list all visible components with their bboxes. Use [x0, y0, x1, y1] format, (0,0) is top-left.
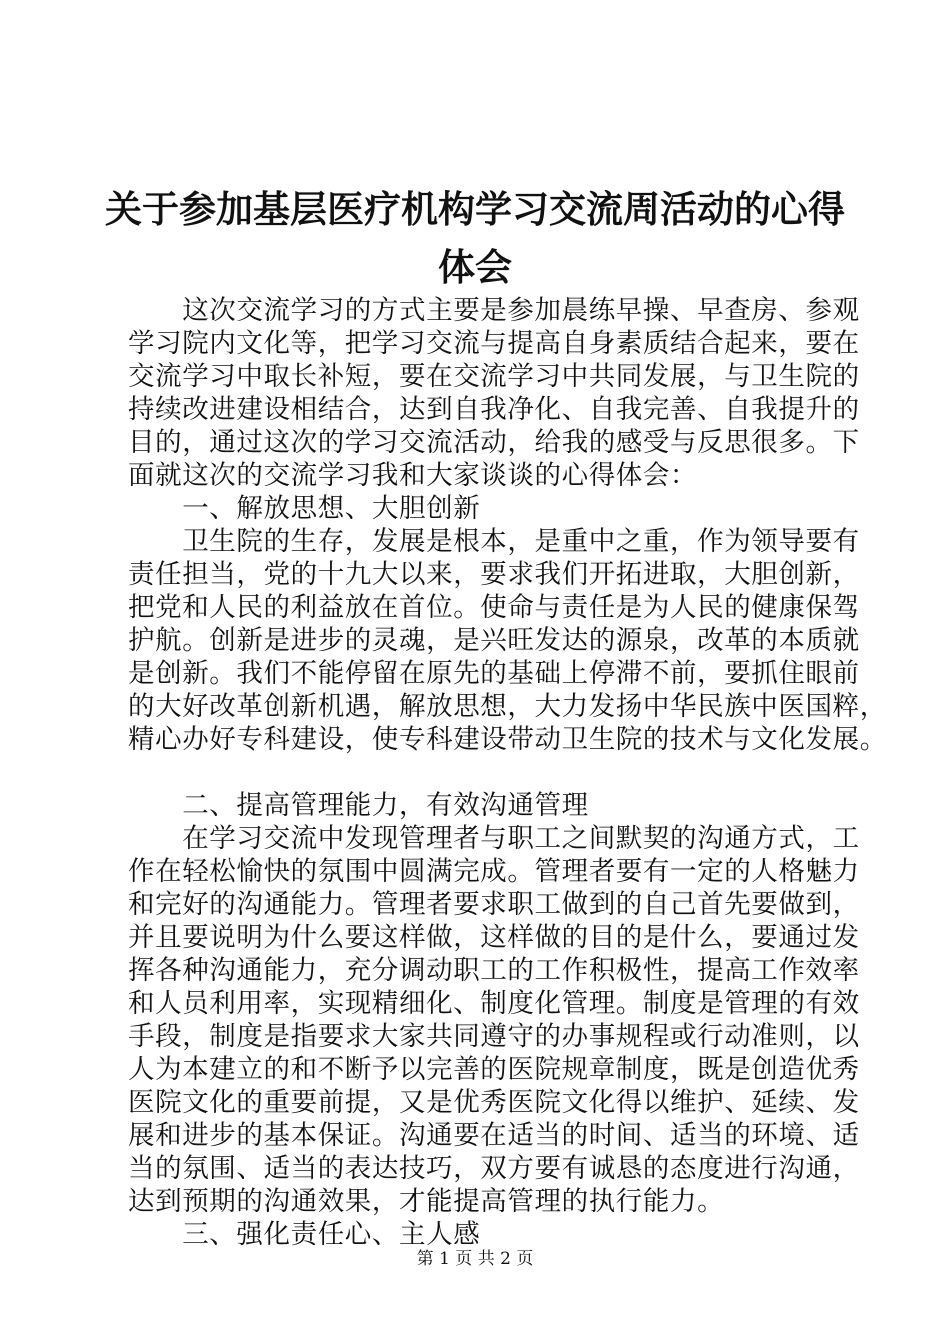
- paragraph-line: 在学习交流中发现管理者与职工之间默契的沟通方式，工: [128, 823, 860, 854]
- paragraph-line: 责任担当，党的十九大以来，要求我们开拓进取，大胆创新，: [128, 559, 860, 590]
- section-heading-3: 三、强化责任心、主人感: [128, 1219, 481, 1250]
- paragraph-line: 学习院内文化等，把学习交流与提高自身素质结合起来，要在: [128, 328, 860, 359]
- paragraph-line: 展和进步的基本保证。沟通要在适当的时间、适当的环境、适: [128, 1120, 860, 1151]
- paragraph-line: 把党和人民的利益放在首位。使命与责任是为人民的健康保驾: [128, 592, 860, 623]
- paragraph-line: 手段，制度是指要求大家共同遵守的办事规程或行动准则，以: [128, 1021, 860, 1052]
- paragraph-line: 挥各种沟通能力，充分调动职工的工作积极性，提高工作效率: [128, 955, 860, 986]
- section-heading-2: 二、提高管理能力，有效沟通管理: [128, 790, 589, 821]
- paragraph-line: 人为本建立的和不断予以完善的医院规章制度，既是创造优秀: [128, 1054, 860, 1085]
- paragraph-line: 交流学习中取长补短，要在交流学习中共同发展，与卫生院的: [128, 361, 860, 392]
- paragraph-line: 持续改进建设相结合，达到自我净化、自我完善、自我提升的: [128, 394, 860, 425]
- paragraph-line: 作在轻松愉快的氛围中圆满完成。管理者要有一定的人格魅力: [128, 856, 860, 887]
- paragraph-line: 面就这次的交流学习我和大家谈谈的心得体会：: [128, 460, 698, 491]
- paragraph-line: 和完好的沟通能力。管理者要求职工做到的自己首先要做到，: [128, 889, 860, 920]
- document-title-line-1: 关于参加基层医疗机构学习交流周活动的心得: [105, 187, 845, 231]
- page-footer: 第 1 页 共 2 页: [416, 1249, 534, 1269]
- paragraph-line: 当的氛围、适当的表达技巧，双方要有诚恳的态度进行沟通，: [128, 1153, 860, 1184]
- paragraph-line: 医院文化的重要前提，又是优秀医院文化得以维护、延续、发: [128, 1087, 860, 1118]
- paragraph-line: 精心办好专科建设，使专科建设带动卫生院的技术与文化发展。: [128, 724, 887, 755]
- paragraph-line: 达到预期的沟通效果，才能提高管理的执行能力。: [128, 1186, 725, 1217]
- paragraph-line: 是创新。我们不能停留在原先的基础上停滞不前，要抓住眼前: [128, 658, 860, 689]
- paragraph-line: 卫生院的生存，发展是根本，是重中之重，作为领导要有: [128, 526, 860, 557]
- paragraph-line: 这次交流学习的方式主要是参加晨练早操、早查房、参观: [128, 295, 860, 326]
- paragraph-line: 目的，通过这次的学习交流活动，给我的感受与反思很多。下: [128, 427, 860, 458]
- paragraph-line: 护航。创新是进步的灵魂，是兴旺发达的源泉，改革的本质就: [128, 625, 860, 656]
- document-title-line-2: 体会: [438, 245, 512, 289]
- section-heading-1: 一、解放思想、大胆创新: [128, 493, 481, 524]
- paragraph-line: 并且要说明为什么要这样做，这样做的目的是什么，要通过发: [128, 922, 860, 953]
- paragraph-line: 和人员利用率，实现精细化、制度化管理。制度是管理的有效: [128, 988, 860, 1019]
- paragraph-line: 的大好改革创新机遇，解放思想，大力发扬中华民族中医国粹，: [128, 691, 887, 722]
